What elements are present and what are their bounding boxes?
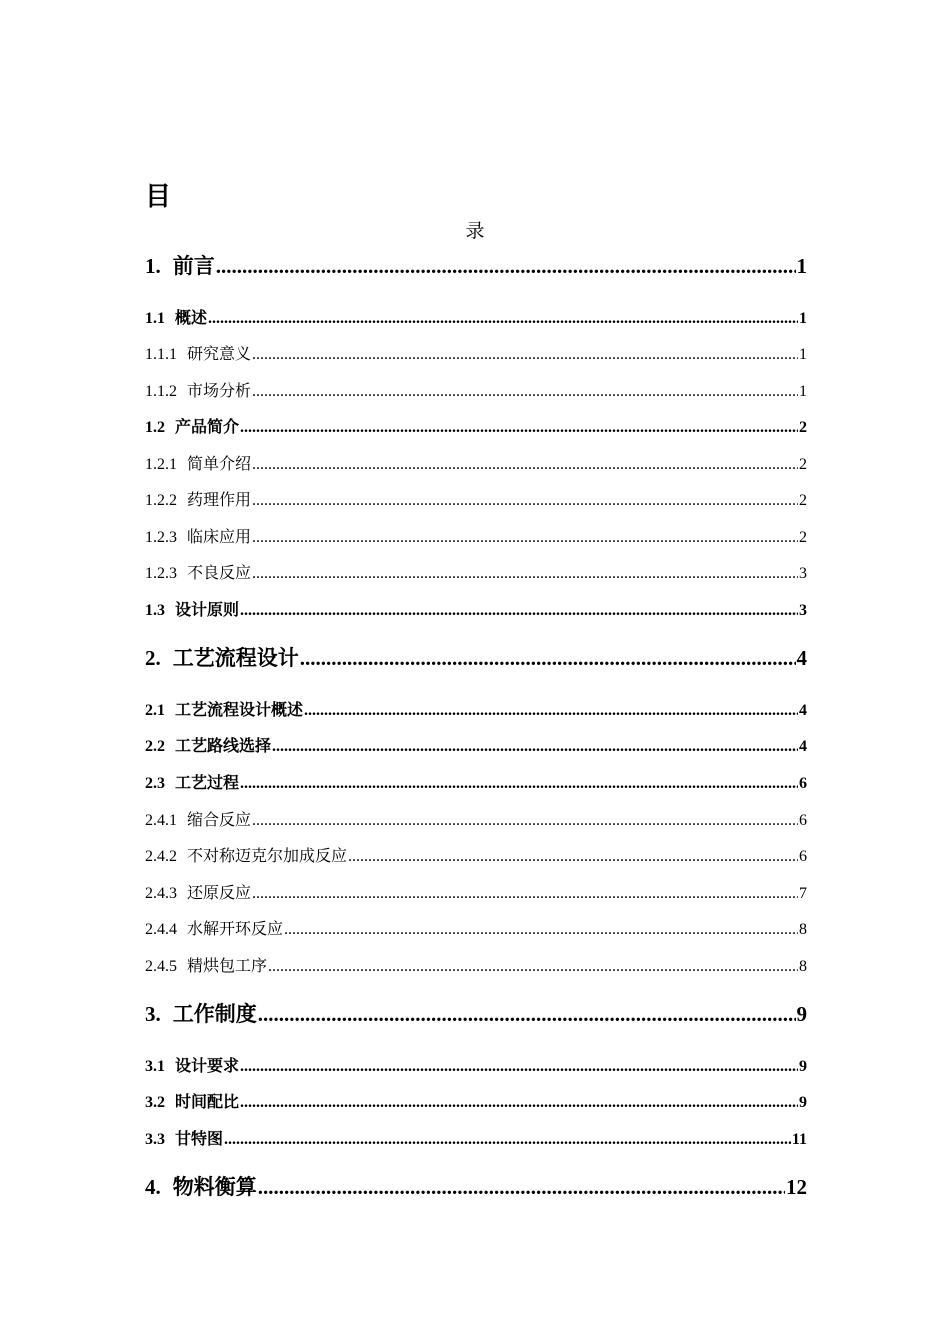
toc-entry-number: 3.2 — [145, 1094, 165, 1111]
toc-title-first-char: 目 — [145, 182, 172, 211]
toc-entry-title: 设计要求 — [175, 1058, 240, 1075]
toc-entry-number: 2.3 — [145, 775, 165, 792]
toc-entry-title: 工艺过程 — [175, 775, 240, 792]
toc-dot-leader — [348, 848, 798, 866]
toc-entry[interactable] — [145, 305, 807, 328]
toc-entry[interactable] — [145, 451, 807, 474]
toc-dot-leader — [300, 646, 796, 671]
toc-dot-leader — [304, 702, 798, 720]
toc-dot-leader — [224, 1131, 791, 1149]
toc-entry-number: 2.4.5 — [145, 958, 177, 975]
toc-entry-page-number: 1 — [799, 310, 807, 327]
toc-entry-page-number: 2 — [799, 492, 807, 509]
toc-entry-page-number: 2 — [799, 529, 807, 546]
toc-entry-page-number: 1 — [796, 254, 807, 278]
toc-dot-leader — [252, 492, 798, 510]
toc-entry-page-number: 9 — [799, 1094, 807, 1111]
toc-dot-leader — [252, 565, 798, 583]
toc-entry[interactable] — [145, 733, 807, 756]
toc-entry-title: 药理作用 — [187, 492, 252, 509]
toc-entry[interactable] — [145, 1126, 807, 1149]
toc-dot-leader — [216, 254, 796, 279]
toc-entry-page-number: 1 — [799, 383, 807, 400]
toc-entry-page-number: 3 — [799, 602, 807, 619]
toc-dot-leader — [252, 529, 798, 547]
toc-entry-page-number: 6 — [799, 848, 807, 865]
toc-entry-title: 精烘包工序 — [187, 958, 268, 975]
toc-entry[interactable] — [145, 953, 807, 976]
toc-entry-number: 2.2 — [145, 738, 165, 755]
toc-entry[interactable] — [145, 642, 807, 672]
toc-dot-leader — [252, 885, 798, 903]
toc-entry-title: 不对称迈克尔加成反应 — [187, 848, 348, 865]
toc-entry[interactable] — [145, 770, 807, 793]
toc-entry-number: 2.4.2 — [145, 848, 177, 865]
toc-entry[interactable] — [145, 1171, 807, 1201]
toc-dot-leader — [240, 1094, 798, 1112]
toc-entry-page-number: 11 — [791, 1131, 807, 1148]
toc-entry-page-number: 6 — [799, 775, 807, 792]
toc-entry-page-number: 7 — [799, 885, 807, 902]
toc-entry-page-number: 9 — [799, 1058, 807, 1075]
toc-dot-leader — [284, 921, 798, 939]
toc-entry[interactable] — [145, 597, 807, 620]
toc-entry[interactable] — [145, 880, 807, 903]
toc-entry-number: 1.2.1 — [145, 456, 177, 473]
toc-entry-title: 物料衡算 — [172, 1175, 257, 1199]
toc-entry-title: 时间配比 — [175, 1094, 240, 1111]
toc-entry[interactable] — [145, 697, 807, 720]
toc-entry-title: 简单介绍 — [187, 456, 252, 473]
toc-entry-title: 工艺流程设计 — [172, 646, 299, 670]
toc-entry-page-number: 2 — [799, 419, 807, 436]
toc-entry-number: 4. — [145, 1175, 161, 1199]
toc-dot-leader — [252, 456, 798, 474]
toc-entry-number: 1. — [145, 254, 161, 278]
toc-entry-title: 水解开环反应 — [187, 921, 284, 938]
toc-dot-leader — [240, 602, 798, 620]
toc-title-second-char: 录 — [465, 221, 485, 242]
toc-entry-title: 临床应用 — [187, 529, 252, 546]
toc-entry-number: 1.1.1 — [145, 346, 177, 363]
toc-entry[interactable] — [145, 524, 807, 547]
toc-entry-number: 1.2.2 — [145, 492, 177, 509]
toc-dot-leader — [258, 1175, 785, 1200]
toc-entry-number: 2. — [145, 646, 161, 670]
toc-entry-page-number: 4 — [796, 646, 807, 670]
toc-entry-title: 概述 — [175, 310, 208, 327]
toc-dot-leader — [258, 1002, 796, 1027]
toc-entry-number: 3. — [145, 1002, 161, 1026]
toc-entry-title: 设计原则 — [175, 602, 240, 619]
toc-entry-title: 市场分析 — [187, 383, 252, 400]
toc-entry[interactable] — [145, 843, 807, 866]
toc-entry-title: 缩合反应 — [187, 812, 252, 829]
toc-entry-number: 3.3 — [145, 1131, 165, 1148]
toc-entry-page-number: 3 — [799, 565, 807, 582]
toc-entry[interactable] — [145, 378, 807, 401]
toc-dot-leader — [252, 346, 798, 364]
toc-entry[interactable] — [145, 998, 807, 1028]
toc-entry-number: 1.1.2 — [145, 383, 177, 400]
toc-entry-number: 1.2.3 — [145, 529, 177, 546]
toc-entry[interactable] — [145, 807, 807, 830]
toc-entry-page-number: 1 — [799, 346, 807, 363]
toc-dot-leader — [252, 812, 798, 830]
toc-dot-leader — [240, 419, 798, 437]
toc-entry-page-number: 4 — [799, 738, 807, 755]
toc-entry[interactable] — [145, 250, 807, 280]
toc-entry-number: 2.1 — [145, 702, 165, 719]
toc-entry-title: 不良反应 — [187, 565, 252, 582]
toc-dot-leader — [268, 958, 798, 976]
toc-dot-leader — [272, 738, 798, 756]
toc-entry[interactable] — [145, 560, 807, 583]
toc-entry-number: 1.2 — [145, 419, 165, 436]
toc-entry-page-number: 9 — [796, 1002, 807, 1026]
toc-entry[interactable] — [145, 487, 807, 510]
toc-entry-number: 2.4.1 — [145, 812, 177, 829]
toc-entry-title: 还原反应 — [187, 885, 252, 902]
toc-entry-title: 甘特图 — [175, 1131, 224, 1148]
toc-entry[interactable] — [145, 1089, 807, 1112]
toc-entry-title: 工作制度 — [172, 1002, 257, 1026]
toc-dot-leader — [240, 1058, 798, 1076]
toc-entry-number: 1.2.3 — [145, 565, 177, 582]
toc-dot-leader — [208, 310, 798, 328]
toc-entry-title: 前言 — [172, 254, 215, 278]
toc-dot-leader — [252, 383, 798, 401]
toc-entry-number: 3.1 — [145, 1058, 165, 1075]
toc-entry[interactable] — [145, 341, 807, 364]
toc-entry-page-number: 4 — [799, 702, 807, 719]
toc-entry-title: 工艺路线选择 — [175, 738, 272, 755]
toc-entry-title: 研究意义 — [187, 346, 252, 363]
toc-entry[interactable] — [145, 414, 807, 437]
toc-entry-page-number: 8 — [799, 958, 807, 975]
toc-entry-title: 工艺流程设计概述 — [175, 702, 304, 719]
toc-entry-page-number: 6 — [799, 812, 807, 829]
toc-entry-number: 2.4.3 — [145, 885, 177, 902]
toc-entry-page-number: 8 — [799, 921, 807, 938]
toc-entry-number: 1.1 — [145, 310, 165, 327]
toc-entry-number: 2.4.4 — [145, 921, 177, 938]
toc-entry-number: 1.3 — [145, 602, 165, 619]
toc-dot-leader — [240, 775, 798, 793]
toc-entry[interactable] — [145, 1053, 807, 1076]
toc-entry-page-number: 12 — [786, 1175, 807, 1199]
toc-entry-title: 产品简介 — [175, 419, 240, 436]
toc-entry-page-number: 2 — [799, 456, 807, 473]
toc-entry[interactable] — [145, 916, 807, 939]
